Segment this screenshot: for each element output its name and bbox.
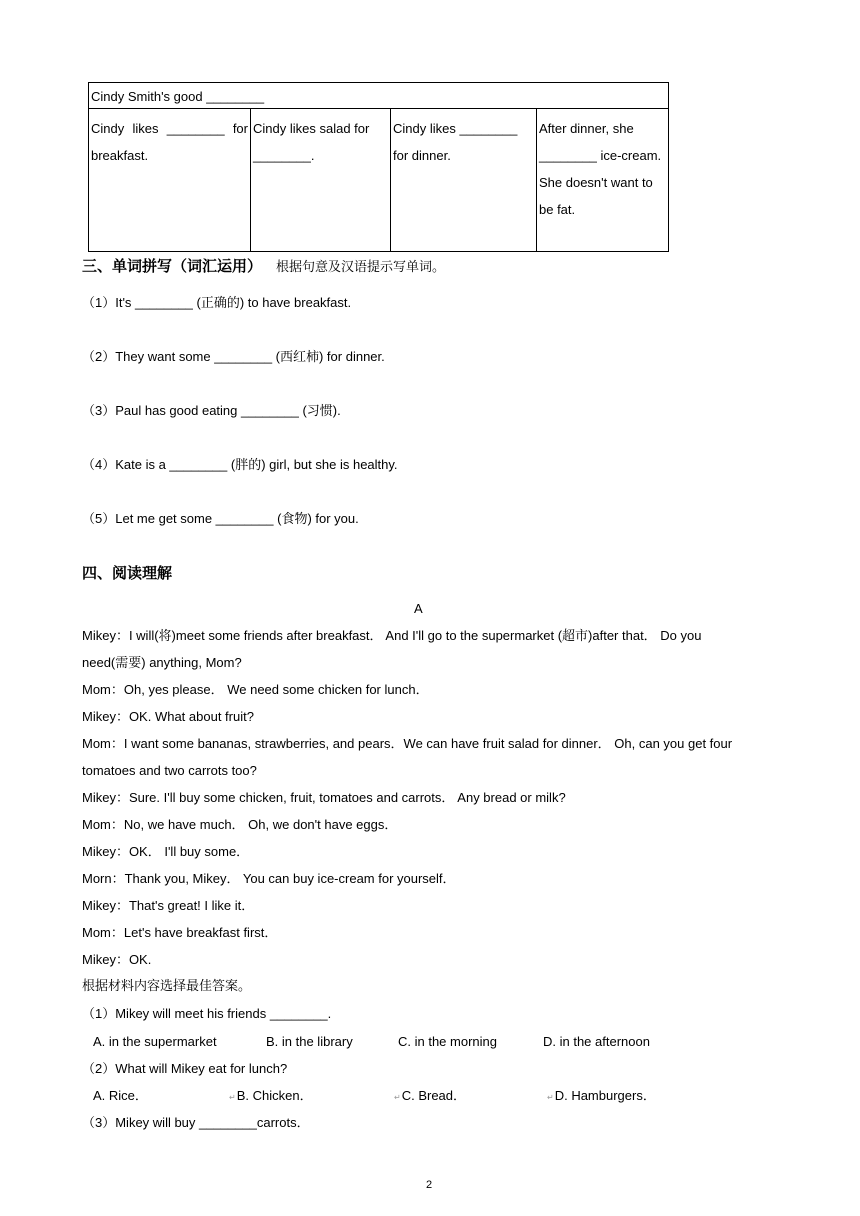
section-4-title: 四、阅读理解 [82,564,173,582]
question-2-option-b: B. Chicken． [236,1088,313,1103]
dialogue-line: Mikey：That's great! I like it． [82,898,255,913]
question-2-option-d: D. Hamburgers． [554,1088,656,1103]
section-3-heading [82,257,445,277]
dialogue-line: tomatoes and two carrots too? [82,763,257,778]
question-1-option-d: D. in the afternoon [543,1034,650,1049]
spelling-item-2: （2）They want some ________ (西红柿) for dinner. [82,349,385,364]
question-1-option-b: B. in the library [266,1034,353,1049]
dialogue-line: Mom：Let's have breakfast first． [82,925,278,940]
section-3-title: 三、单词拼写（词汇运用） [82,257,263,275]
table-cell: Cindy likes ________ for dinner. [391,109,537,252]
paragraph-mark-icon: ↵ [547,1093,554,1102]
spelling-item-4: （4）Kate is a ________ (胖的) girl, but she is healthy. [82,457,398,472]
summary-table [88,82,669,252]
reading-instruction: 根据材料内容选择最佳答案。 [82,979,252,994]
table-cell: Cindy likes salad for ________. [251,109,391,252]
table-header: Cindy Smith's good ________ [89,83,669,109]
spelling-item-5: （5）Let me get some ________ (食物) for you. [82,511,359,526]
question-1-option-c: C. in the morning [398,1034,497,1049]
question-1-stem: （1）Mikey will meet his friends ________. [82,1006,332,1021]
dialogue-line: Mom：I want some bananas, strawberries, and pears．We can have fruit salad for dinner． Oh, can you get four [82,736,733,751]
dialogue-line: Mikey：OK． I'll buy some． [82,844,250,859]
spelling-item-3: （3）Paul has good eating ________ (习惯). [82,403,341,418]
dialogue-line: Mikey：Sure. I'll buy some chicken, fruit, tomatoes and carrots． Any bread or milk? [82,790,566,805]
question-2-option-c-row [394,1087,466,1107]
table-cell: After dinner, she ________ ice-cream. She doesn't want to be fat. [537,109,669,252]
question-2-option-a: A. Rice． [93,1088,148,1103]
dialogue-line: Mom：No, we have much． Oh, we don't have eggs． [82,817,398,832]
question-2-option-d-row [547,1087,656,1107]
dialogue-line: need(需要) anything, Mom? [82,655,242,670]
spelling-item-1: （1）It's ________ (正确的) to have breakfast. [82,295,352,310]
dialogue-line: Mikey：I will(将)meet some friends after breakfast． And I'll go to the supermarket (超市)after that． Do you [82,628,702,643]
section-3-hint: 根据句意及汉语提示写单词。 [276,260,446,275]
passage-label: A [414,601,423,616]
dialogue-line: Mikey：OK. What about fruit? [82,709,254,724]
paragraph-mark-icon: ↵ [229,1093,236,1102]
question-2-stem: （2）What will Mikey eat for lunch? [82,1061,288,1076]
question-1-option-a: A. in the supermarket [93,1034,217,1049]
paragraph-mark-icon: ↵ [394,1093,401,1102]
dialogue-line: Mom：Oh, yes please． We need some chicken for lunch． [82,682,429,697]
question-2-option-b-row [229,1087,313,1107]
table-cell: Cindy likes ________ for breakfast. [89,109,251,252]
dialogue-line: Mikey：OK. [82,952,152,967]
question-3-stem: （3）Mikey will buy ________carrots． [82,1115,310,1130]
dialogue-line: Morn：Thank you, Mikey． You can buy ice-cream for yourself． [82,871,456,886]
question-2-option-c: C. Bread． [401,1088,467,1103]
page-number: 2 [426,1179,433,1191]
